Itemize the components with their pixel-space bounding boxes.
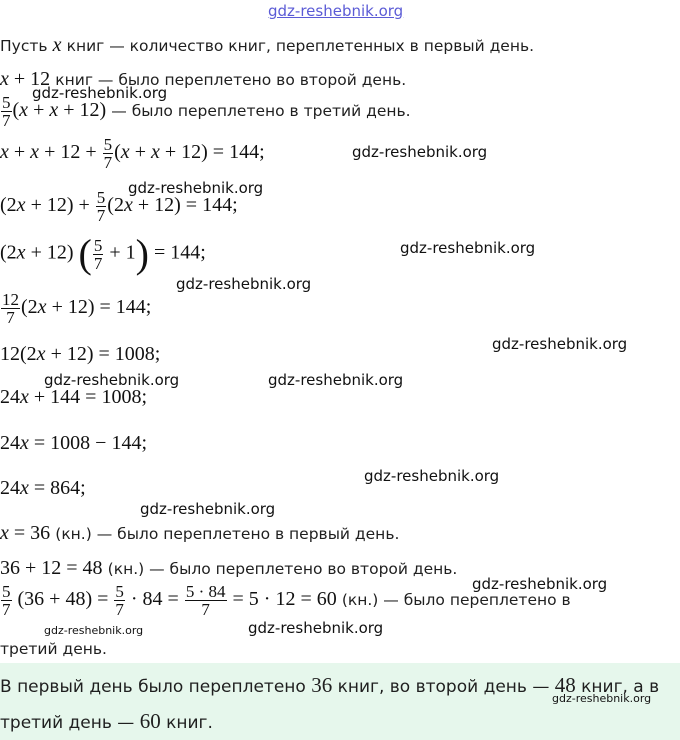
answer-line-2	[0, 709, 213, 734]
answer-text-d: третий день —	[0, 713, 135, 733]
watermark-top[interactable]: gdz-reshebnik.org	[268, 2, 404, 20]
watermark-small: gdz-reshebnik.org	[552, 692, 652, 705]
line-2: x + 12 книг — было переплетено во второй день.	[0, 68, 407, 90]
line-6: (2x + 12) ( $\frac{5}{7}$ + 1) = 144;	[0, 231, 206, 276]
line-14-cont: третий день.	[0, 640, 107, 658]
line-10: 24x = 1008 − 144;	[0, 432, 148, 454]
answer-box	[0, 663, 680, 740]
watermark: gdz-reshebnik.org	[248, 619, 384, 637]
answer-num-48: 48	[554, 673, 576, 697]
line-12: x = 36 (кн.) — было переплетено в первый день.	[0, 522, 400, 544]
watermark: gdz-reshebnik.org	[352, 143, 488, 161]
line-1-pust: Пусть	[0, 37, 48, 55]
line-7: $\frac{12}{7}$ (2x + 12) = 144;	[2, 290, 152, 327]
line-1: Пусть x книг — количество книг, переплетенных в первый день.	[0, 34, 535, 56]
line-3-text: — было переплетено в третий день.	[111, 102, 411, 121]
line-2-text: книг — было переплетено во второй день.	[55, 71, 407, 89]
answer-text-b: книг, во второй день —	[337, 677, 550, 697]
watermark: gdz-reshebnik.org	[268, 371, 404, 389]
watermark: gdz-reshebnik.org	[364, 467, 500, 485]
line-9: 24x + 144 = 1008;	[0, 386, 148, 408]
answer-text-e: книг.	[166, 713, 213, 733]
watermark: gdz-reshebnik.org	[400, 239, 536, 257]
answer-num-36: 36	[311, 673, 333, 697]
watermark: gdz-reshebnik.org	[472, 575, 608, 593]
line-4: x + x + 12 + $\frac{5}{7}$ (x + x + 12) = 144;	[0, 135, 265, 172]
watermark-small: gdz-reshebnik.org	[44, 624, 144, 637]
line-12-text: (кн.) — было переплетено в первый день.	[55, 525, 400, 543]
line-1-text: книг — количество книг, переплетенных в первый день.	[66, 37, 535, 55]
watermark: gdz-reshebnik.org	[492, 335, 628, 353]
line-11: 24x = 864;	[0, 477, 86, 499]
line-13-text: (кн.) — было переплетено во второй день.	[107, 560, 458, 578]
line-14: $\frac{5}{7}$ (36 + 48) = $\frac{5}{7}$ · 84 = $\frac{5 \cdot 84}{7}$ = 5 · 12 = 60 (кн.) — было переплетено в	[2, 582, 571, 619]
answer-text-a: В первый день было переплетено	[0, 677, 306, 697]
line-3: $\frac{5}{7}$ (x + x + 12) — было переплетено в третий день.	[2, 93, 411, 130]
watermark: gdz-reshebnik.org	[128, 179, 264, 197]
line-8: 12(2x + 12) = 1008;	[0, 343, 161, 365]
line-13: 36 + 12 = 48 (кн.) — было переплетено во второй день.	[0, 557, 458, 579]
watermark: gdz-reshebnik.org	[44, 371, 180, 389]
answer-num-60: 60	[139, 709, 161, 733]
watermark: gdz-reshebnik.org	[140, 500, 276, 518]
line-5: (2x + 12) + $\frac{5}{7}$ (2x + 12) = 144;	[0, 188, 238, 225]
line-14-text: (кн.) — было переплетено в	[341, 591, 571, 610]
watermark: gdz-reshebnik.org	[176, 275, 312, 293]
answer-text-c: книг, а в	[581, 677, 660, 697]
watermark: gdz-reshebnik.org	[32, 84, 168, 102]
